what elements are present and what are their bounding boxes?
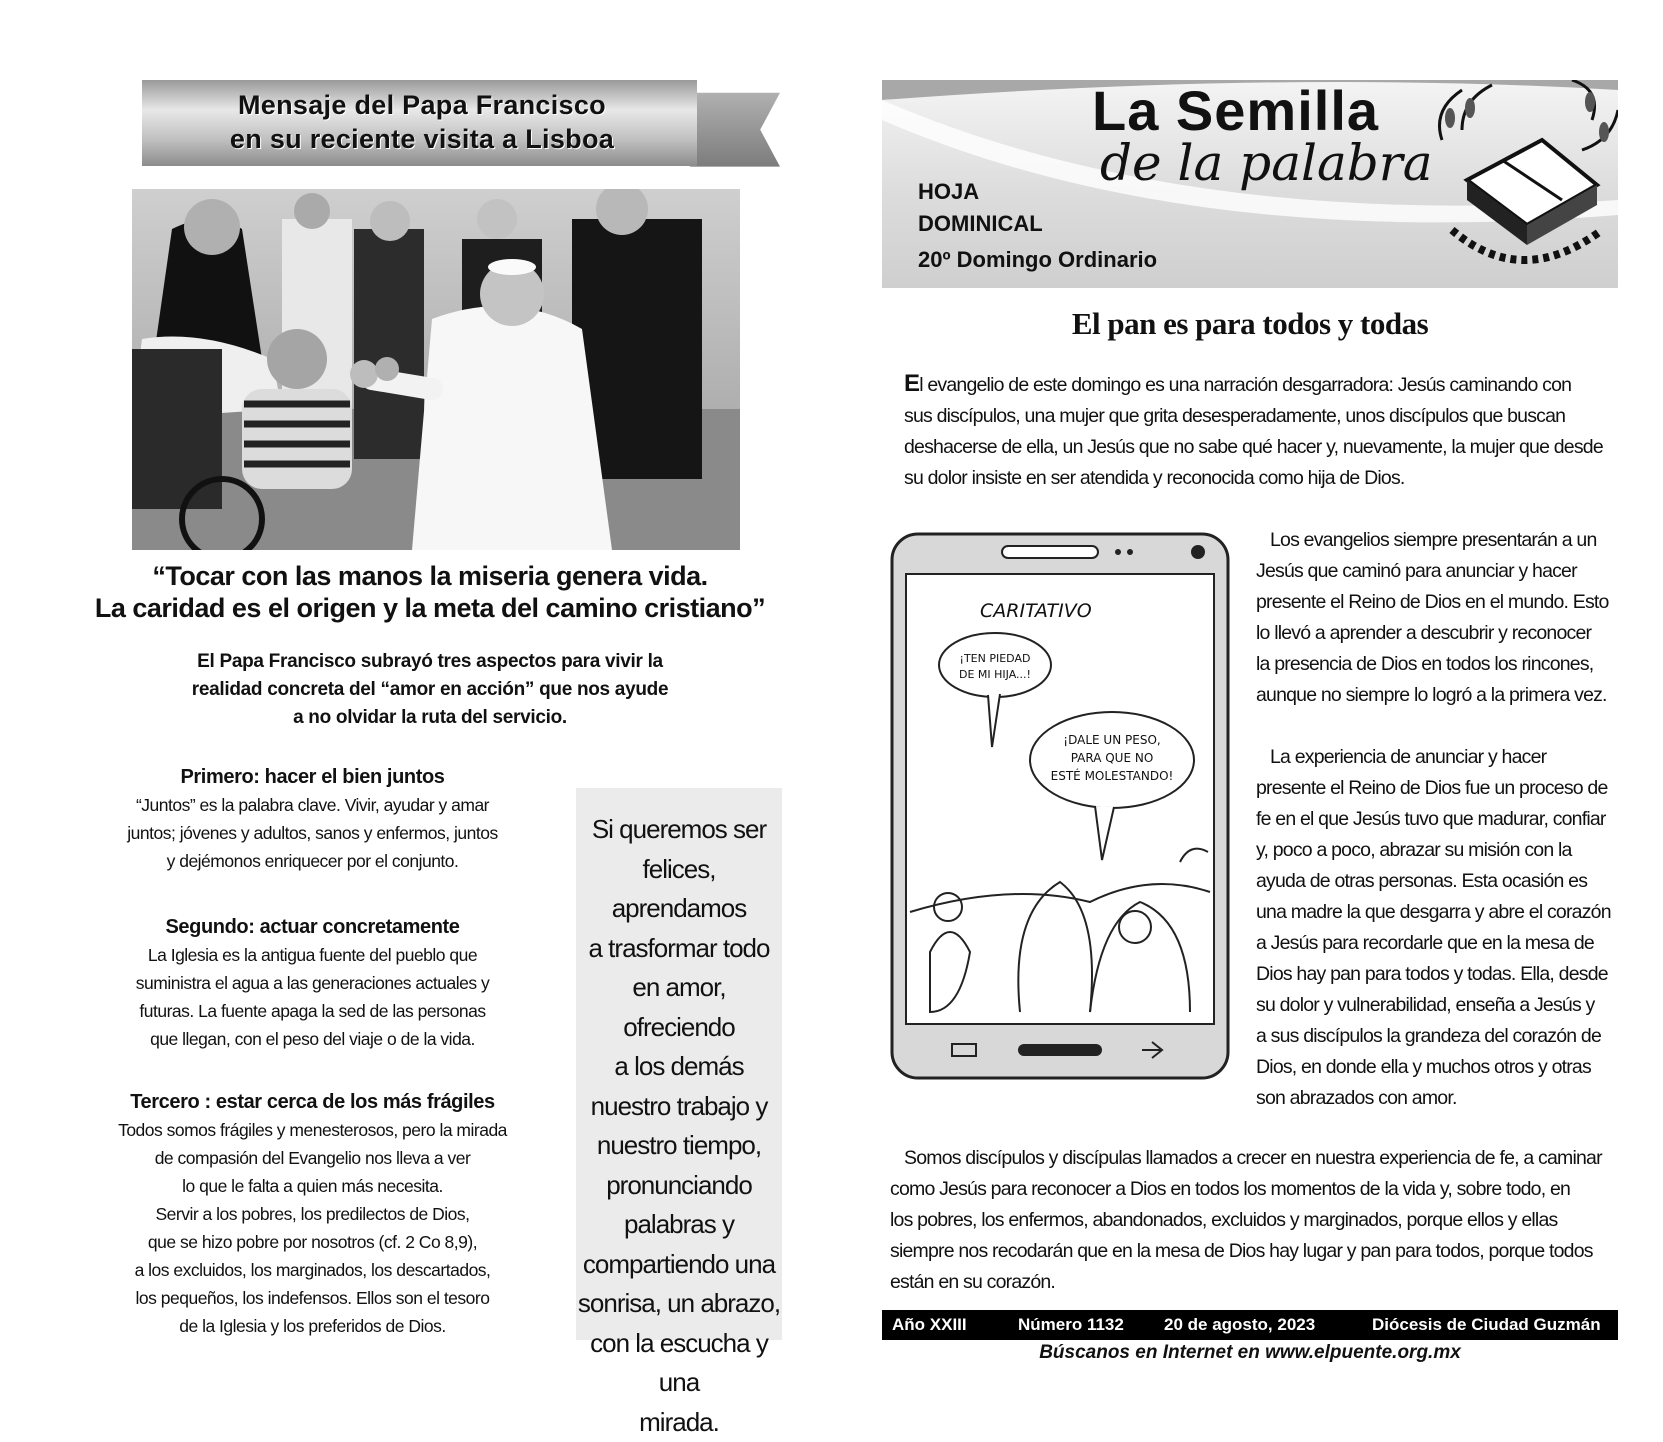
callout-line: a los demás [576,1047,782,1087]
section-line: suministra el agua a las generaciones actuales y [90,969,535,997]
paragraph-line: fe en el que Jesús tuvo que madurar, confiar [1256,804,1612,835]
callout-line: sonrisa, un abrazo, [576,1284,782,1324]
section-segundo [90,913,535,1053]
callout-line: a trasformar todo [576,929,782,969]
paragraph-line: deshacerse de ella, un Jesús que no sabe qué hacer y, nuevamente, la mujer que desde [904,432,1614,463]
pope-quote-line-1: “Tocar con las manos la miseria genera vida. [90,560,770,592]
paragraph-line: lo llevó a aprender a descubrir y reconocer [1256,618,1612,649]
paragraph-2 [1256,525,1612,711]
paragraph-line: Jesús que caminó para anunciar y hacer [1256,556,1612,587]
article-headline: El pan es para todos y todas [882,306,1618,342]
paragraph-3 [1256,742,1612,1114]
bubble-1-line-2: DE MI HIJA...! [959,668,1031,681]
paragraph-line: presente el Reino de Dios en el mundo. Esto [1256,587,1612,618]
banner-line-1: Mensaje del Papa Francisco [142,90,702,121]
paragraph-line: Los evangelios siempre presentarán a un [1256,525,1612,556]
masthead [882,80,1618,288]
callout-line: pronunciando [576,1166,782,1206]
callout-line: nuestro tiempo, [576,1126,782,1166]
pope-quote-line-2: La caridad es el origen y la meta del camino cristiano” [90,592,770,624]
section-line: los pequeños, los indefensos. Ellos son el tesoro [90,1284,535,1312]
hoja-line: DOMINICAL [918,208,1043,240]
paragraph-line [904,368,1614,401]
footer-numero: Número 1132 [1018,1315,1124,1335]
pope-photo [132,189,740,550]
masthead-subtitle: de la palabra [1100,134,1433,192]
section-line: Todos somos frágiles y menesterosos, pero la mirada [90,1116,535,1144]
paragraph-line: ayuda de otras personas. Esta ocasión es [1256,866,1612,897]
paragraph-line: presente el Reino de Dios fue un proceso de [1256,773,1612,804]
callout-line: palabras y [576,1205,782,1245]
pope-photo-illustration [132,189,740,550]
paragraph-line: sus discípulos, una mujer que grita desesperadamente, unos discípulos que buscan [904,401,1614,432]
website-line: Búscanos en Internet en www.elpuente.org.mx [882,1342,1618,1364]
callout-line: nuestro trabajo y [576,1087,782,1127]
bubble-2-line-1: ¡DALE UN PESO, [1063,733,1160,747]
section-heading: Primero: hacer el bien juntos [90,763,535,791]
paragraph-line: como Jesús para reconocer a Dios en todos los momentos de la vida y, sobre todo, en [890,1174,1614,1205]
section-line: lo que le falta a quien más necesita. [90,1172,535,1200]
bubble-1-line-1: ¡TEN PIEDAD [960,652,1031,665]
section-heading: Segundo: actuar concretamente [90,913,535,941]
paragraph-line: Somos discípulos y discípulas llamados a crecer en nuestra experiencia de fe, a caminar [890,1143,1614,1174]
paragraph-4 [890,1143,1614,1298]
paragraph-1 [904,368,1614,494]
section-line: y dejémonos enriquecer por el conjunto. [90,847,535,875]
section-line: que se hizo pobre por nosotros (cf. 2 Co 8,9), [90,1228,535,1256]
section-primero [90,763,535,875]
intro-line: El Papa Francisco subrayó tres aspectos para vivir la [170,648,690,676]
hoja-dominical [918,176,1043,240]
domingo-label: 20º Domingo Ordinario [918,247,1157,273]
bubble-2-line-2: PARA QUE NO [1071,751,1154,765]
paragraph-line: una madre la que desgarra y abre el corazón [1256,897,1612,928]
pope-quote [90,560,770,624]
intro-text [170,648,690,732]
section-line: juntos; jóvenes y adultos, sanos y enfermos, juntos [90,819,535,847]
section-line: de la Iglesia y los preferidos de Dios. [90,1312,535,1340]
callout-text [576,810,782,1442]
issue-footer-bar [882,1310,1618,1340]
cartoon-phone [890,532,1230,1080]
paragraph-line: están en su corazón. [890,1267,1614,1298]
section-line: a los excluidos, los marginados, los descartados, [90,1256,535,1284]
paragraph-line: Dios, en donde ella y muchos otros y otras [1256,1052,1612,1083]
section-line: La Iglesia es la antigua fuente del pueblo que [90,941,535,969]
section-line: que llegan, con el peso del viaje o de la vida. [90,1025,535,1053]
banner-line-2: en su reciente visita a Lisboa [142,124,702,155]
masthead-title: La Semilla [1092,78,1379,143]
paragraph-line: La experiencia de anunciar y hacer [1256,742,1612,773]
cartoon-illustration [890,532,1230,1080]
callout-line: Si queremos ser [576,810,782,850]
paragraph-line: la presencia de Dios en todos los rincones, [1256,649,1612,680]
paragraph-line: y, poco a poco, abrazar su misión con la [1256,835,1612,866]
footer-anio: Año XXIII [892,1315,967,1335]
bible-wheat-icon [1422,80,1618,288]
paragraph-line: los pobres, los enfermos, abandonados, excluidos y marginados, porque ellos y ellas [890,1205,1614,1236]
callout-line: compartiendo una [576,1245,782,1285]
section-heading: Tercero : estar cerca de los más frágiles [90,1088,535,1116]
paragraph-line: su dolor y vulnerabilidad, enseña a Jesús y [1256,990,1612,1021]
paragraph-line: Dios hay pan para todos y todas. Ella, desde [1256,959,1612,990]
drop-cap: E [904,370,919,397]
intro-line: realidad concreta del “amor en acción” que nos ayude [170,676,690,704]
paragraph-line: son abrazados con amor. [1256,1083,1612,1114]
section-line: de compasión del Evangelio nos lleva a ver [90,1144,535,1172]
banner-ribbon-tail [690,86,780,170]
title-banner [142,80,782,166]
paragraph-line: a Jesús para recordarle que en la mesa de [1256,928,1612,959]
paragraph-line: siempre nos recodarán que en la mesa de Dios hay lugar y pan para todos, porque todos [890,1236,1614,1267]
intro-line: a no olvidar la ruta del servicio. [170,704,690,732]
section-line: futuras. La fuente apaga la sed de las personas [90,997,535,1025]
callout-line: mirada. [576,1403,782,1442]
callout-line: en amor, ofreciendo [576,968,782,1047]
section-tercero [90,1088,535,1340]
paragraph-line-text: l evangelio de este domingo es una narración desgarradora: Jesús caminando con [919,374,1571,396]
callout-line: con la escucha y una [576,1324,782,1403]
footer-diocesis: Diócesis de Ciudad Guzmán [1372,1315,1601,1335]
hoja-line: HOJA [918,176,1043,208]
footer-fecha: 20 de agosto, 2023 [1164,1315,1315,1335]
paragraph-line: su dolor insiste en ser atendida y reconocida como hija de Dios. [904,463,1614,494]
paragraph-line: a sus discípulos la grandeza del corazón de [1256,1021,1612,1052]
callout-box [576,788,782,1340]
callout-line: felices, aprendamos [576,850,782,929]
section-line: Servir a los pobres, los predilectos de Dios, [90,1200,535,1228]
section-line: “Juntos” es la palabra clave. Vivir, ayudar y amar [90,791,535,819]
cartoon-title: CARITATIVO [980,600,1092,622]
bubble-2-line-3: ESTÉ MOLESTANDO! [1051,768,1174,783]
paragraph-line: aunque no siempre lo logró a la primera vez. [1256,680,1612,711]
